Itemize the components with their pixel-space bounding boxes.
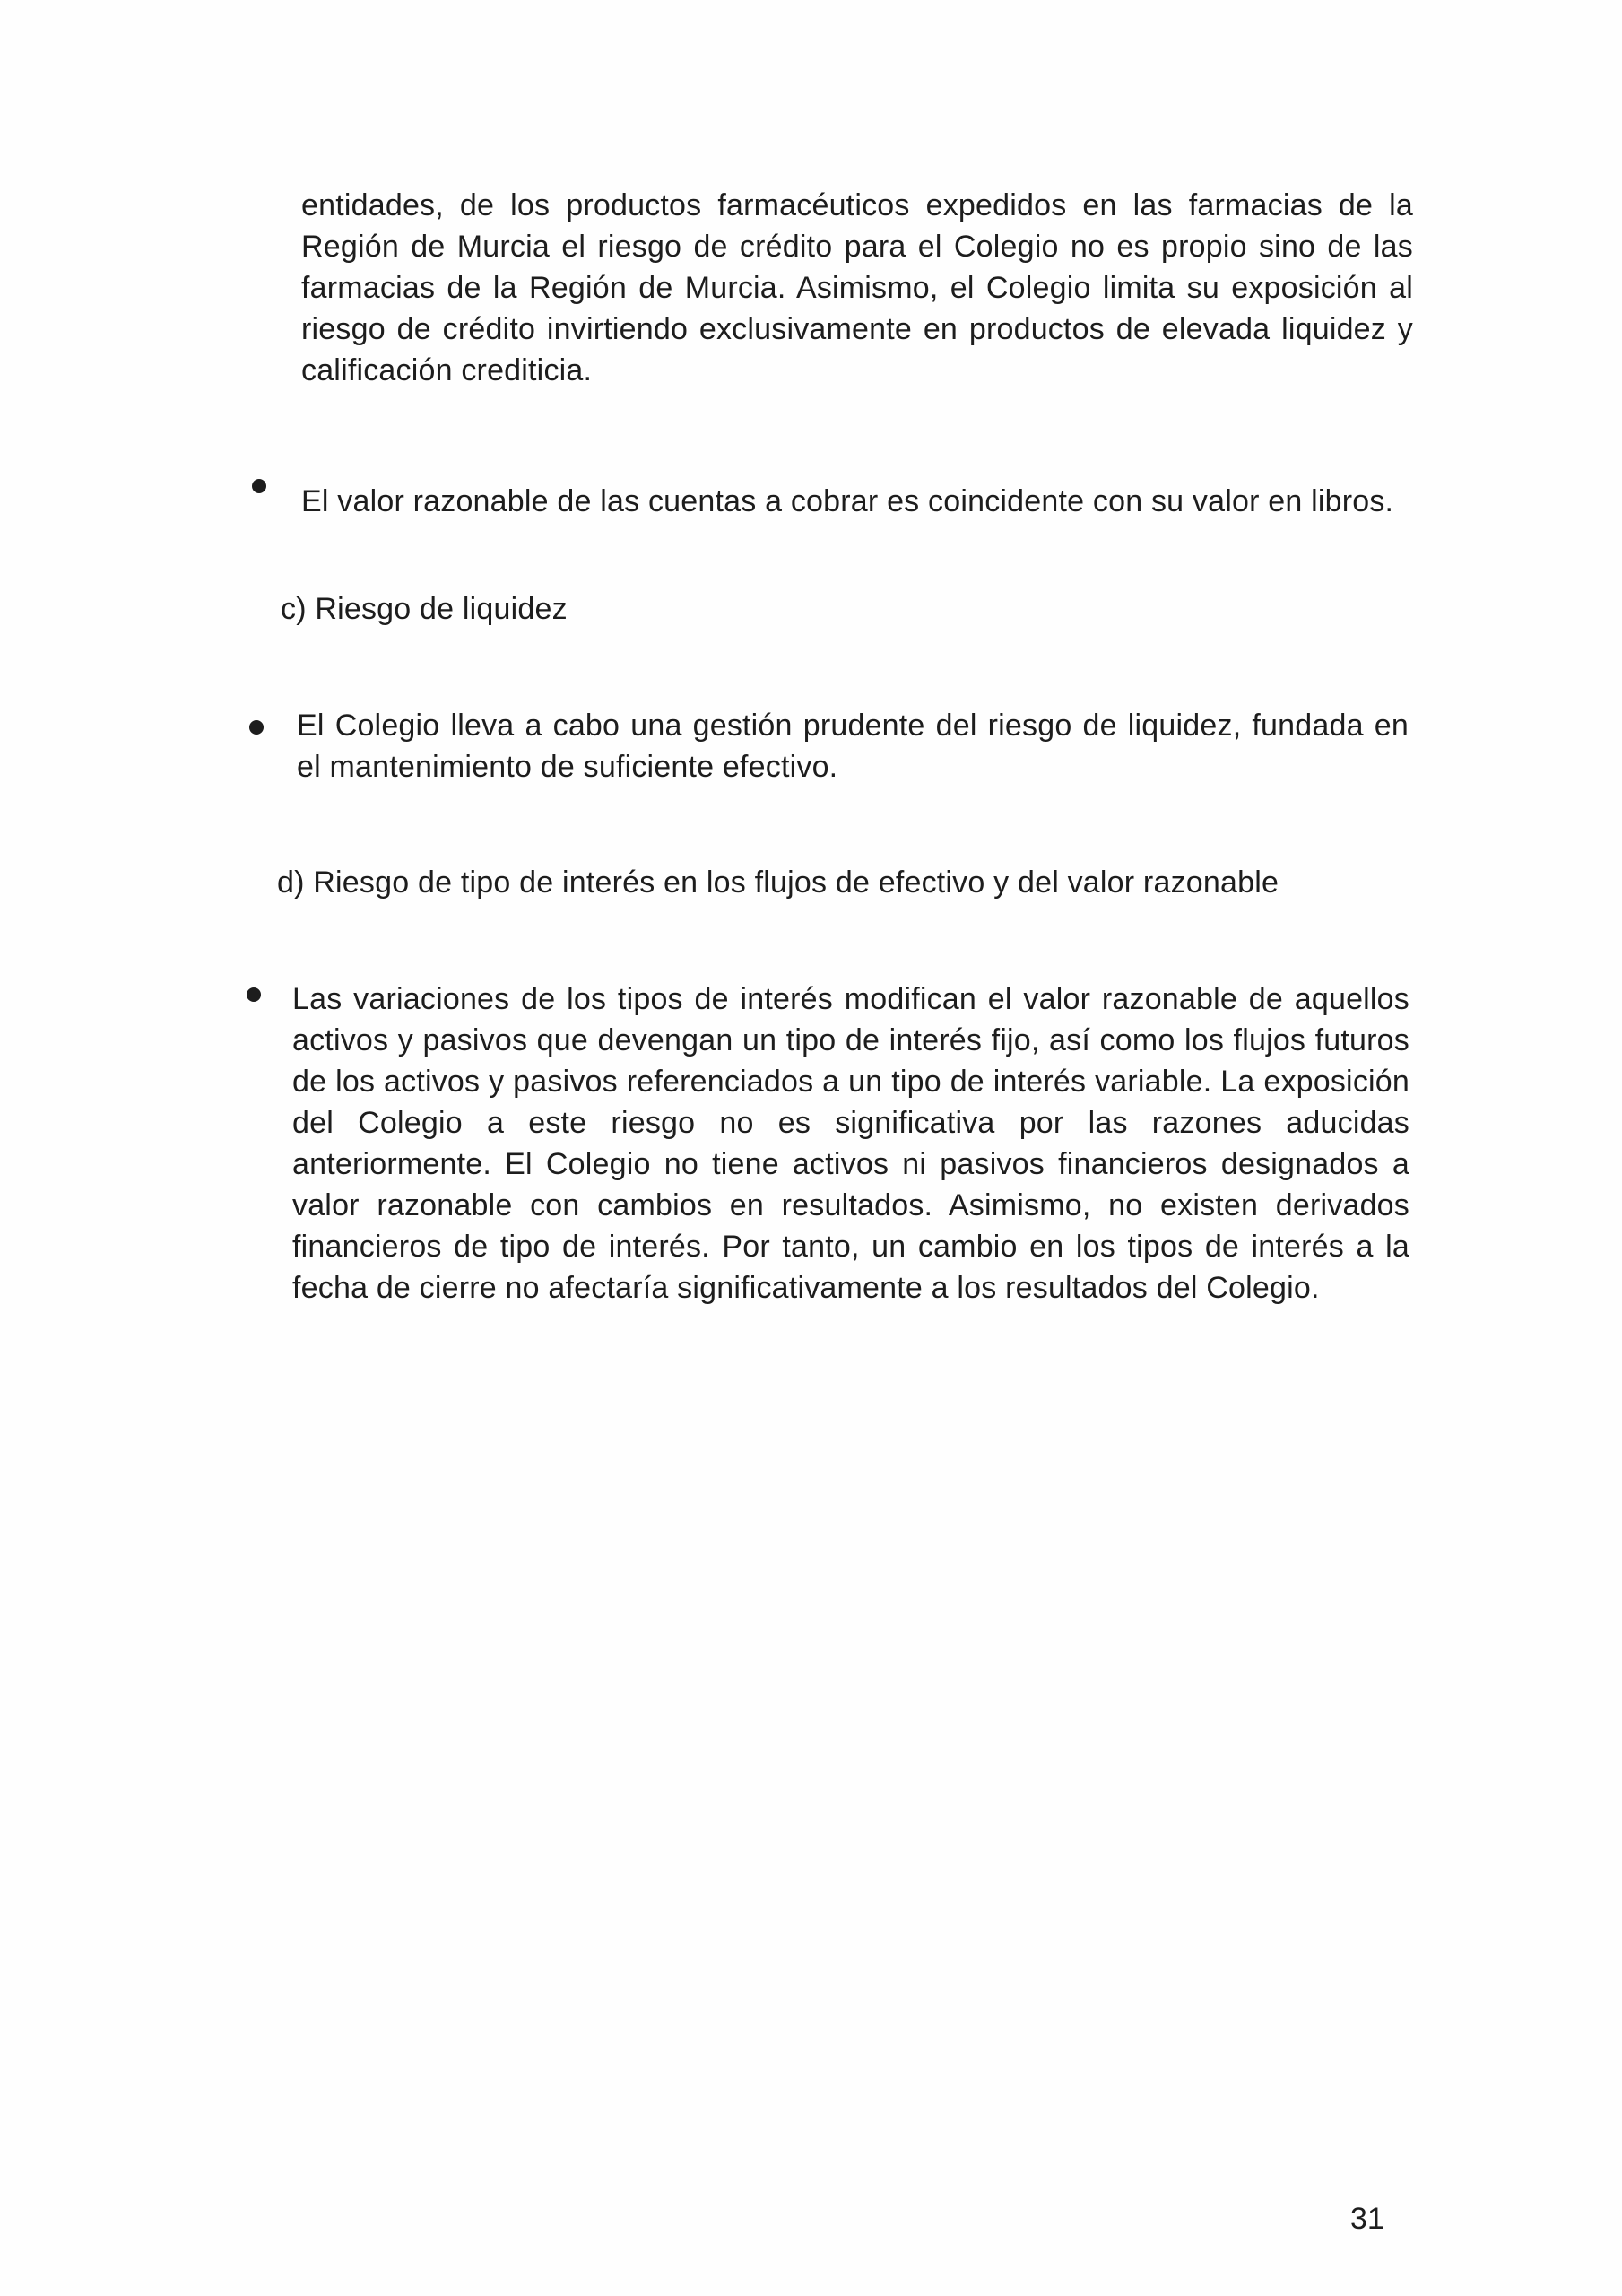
page-number: 31 xyxy=(1350,2202,1384,2236)
heading-liquidity-risk: c) Riesgo de liquidez xyxy=(281,592,568,626)
bullet-fair-value: El valor razonable de las cuentas a cobrar es coincidente con su valor en libros. xyxy=(301,484,1394,518)
bullet-icon xyxy=(249,720,264,735)
bullet-icon xyxy=(247,987,261,1002)
heading-interest-rate-risk: d) Riesgo de tipo de interés en los flujos de efectivo y del valor razonable xyxy=(277,865,1279,900)
continued-paragraph: entidades, de los productos farmacéuticos expedidos en las farmacias de la Región de Murcia el riesgo de crédito para el Colegio no es propio sino de las farmacias de la Región de Murcia. Asimismo, el Colegio limita su exposición al riesgo de crédito invirtiendo exclusivamente en productos de elevada liquidez y calificación crediticia. xyxy=(301,188,1413,387)
bullet-liquidity: El Colegio lleva a cabo una gestión prudente del riesgo de liquidez, fundada en el mantenimiento de suficiente efectivo. xyxy=(297,709,1409,784)
bullet-interest-rate: Las variaciones de los tipos de interés modifican el valor razonable de aquellos activos y pasivos que devengan un tipo de interés fijo, así como los flujos futuros de los activos y pasivos referenciados a un tipo de interés variable. La exposición del Colegio a este riesgo no es significativa por las razones aducidas anteriormente. El Colegio no tiene activos ni pasivos financieros designados a valor razonable con cambios en resultados. Asimismo, no existen derivados financieros de tipo de interés. Por tanto, un cambio en los tipos de interés a la fecha de cierre no afectaría significativamente a los resultados del Colegio. xyxy=(292,982,1409,1305)
bullet-icon xyxy=(252,479,266,493)
